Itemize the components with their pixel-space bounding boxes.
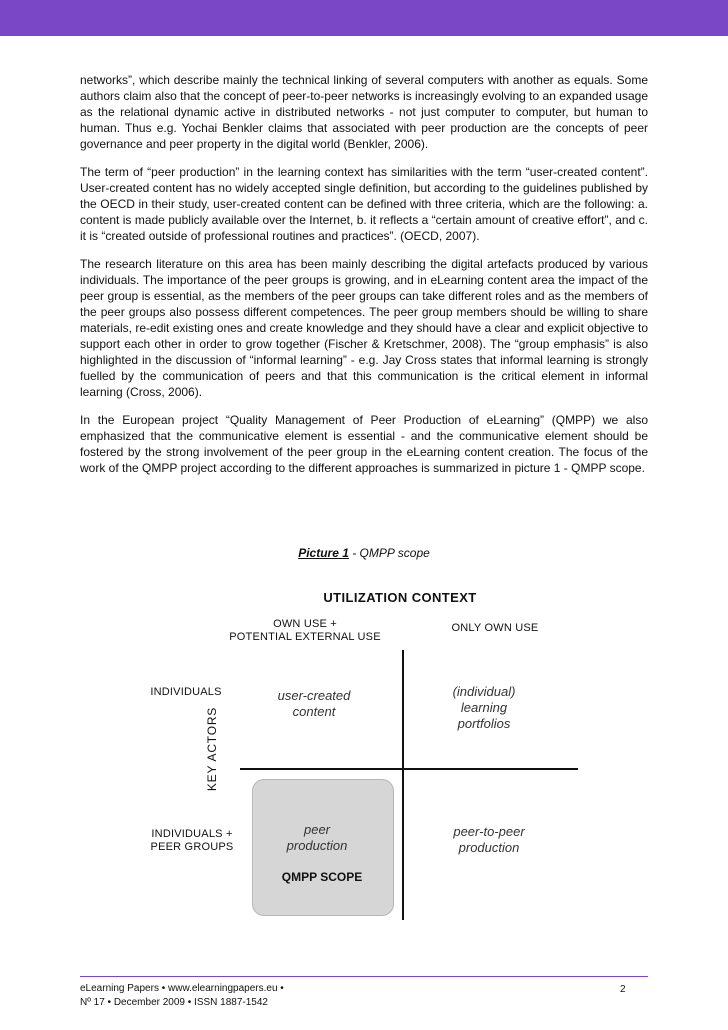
paragraph-1: networks”, which describe mainly the technical linking of several computers with another as equals. Some authors claim also that the concept of peer-to-peer networks is increasingly evolving to an expanded usage as the relational dynamic active in distributed networks - not just computer to computer, but human to human. Thus e.g. Yochai Benkler claims that associated with peer production are the concepts of peer governance and peer property in the digital world (Benkler, 2006).	[80, 73, 648, 151]
column-header-own-use-line2: POTENTIAL EXTERNAL USE	[229, 631, 381, 643]
quadrant-learning-portfolios-line2: learning	[460, 700, 508, 715]
quadrant-peer-production	[262, 822, 372, 854]
horizontal-axis-line	[240, 768, 578, 770]
footer-line-2: Nº 17 • December 2009 • ISSN 1887-1542	[80, 997, 268, 1008]
qmpp-scope-diagram	[140, 582, 600, 928]
figure-caption	[0, 546, 728, 560]
quadrant-peer-to-peer-production-line2: production	[458, 840, 520, 855]
quadrant-peer-production-line2: production	[286, 838, 348, 853]
article-body	[80, 72, 648, 488]
quadrant-user-created-content-line1: user-created	[277, 688, 351, 703]
page-number: 2	[620, 984, 626, 995]
quadrant-learning-portfolios-line1: (individual)	[452, 684, 516, 699]
quadrant-user-created-content	[254, 688, 374, 720]
column-header-only-own-use: ONLY OWN USE	[451, 622, 539, 634]
row-header-individuals: INDIVIDUALS	[150, 686, 222, 698]
paragraph-3: The research literature on this area has been mainly describing the digital artefacts produced by various individuals. The importance of the peer groups is growing, and in eLearning content area the impact of the peer group is essential, as the members of the peer groups can take different roles and as the members of the peer groups also possess different competences. The peer group members should be willing to share materials, re-edit existing ones and create knowledge and they should have a clear and explicit objective to support each other in order to grow together (Fischer & Kretschmer, 2008). The “group emphasis” is also highlighted in the discussion of “informal learning” - e.g. Jay Cross states that informal learning is strongly fuelled by the communication of peers and that this communication is the critical element in informal learning (Cross, 2006).	[80, 257, 648, 399]
vertical-axis-line	[402, 650, 404, 920]
row-header-peer-groups-line1: INDIVIDUALS +	[151, 828, 233, 840]
utilization-context-title: UTILIZATION CONTEXT	[323, 590, 477, 605]
footer	[80, 982, 284, 1010]
key-actors-axis-label: KEY ACTORS	[205, 706, 219, 792]
quadrant-learning-portfolios	[424, 684, 544, 732]
qmpp-scope-label: QMPP SCOPE	[281, 870, 363, 884]
quadrant-peer-to-peer-production	[424, 824, 554, 856]
quadrant-learning-portfolios-line3: portfolios	[457, 716, 511, 731]
row-header-peer-groups-line2: PEER GROUPS	[150, 841, 234, 853]
row-header-peer-groups	[140, 828, 244, 854]
caption-label: Picture 1	[298, 546, 349, 560]
column-header-own-use-line1: OWN USE +	[273, 618, 337, 630]
quadrant-peer-production-line1: peer	[303, 822, 331, 837]
paragraph-2: The term of “peer production” in the learning context has similarities with the term “user-created content”. User-created content has no widely accepted single definition, but according to the guidelines published by the OECD in their study, user-created content can be defined with three criteria, which are the following: a. content is made publicly available over the Internet, b. it reflects a “certain amount of creative effort”, and c. it is “created outside of professional routines and practices”. (OECD, 2007).	[80, 165, 648, 243]
caption-text: - QMPP scope	[348, 546, 430, 560]
header-band	[0, 0, 728, 36]
quadrant-peer-to-peer-production-line1: peer-to-peer	[453, 824, 525, 839]
quadrant-user-created-content-line2: content	[292, 704, 336, 719]
footer-divider	[80, 976, 648, 977]
paragraph-4: In the European project “Quality Management of Peer Production of eLearning” (QMPP) we also emphasized that the communicative element is essential - and the communicative element should be fostered by the strong involvement of the peer group in the eLearning content creation. The focus of the work of the QMPP project according to the different approaches is summarized in picture 1 - QMPP scope.	[80, 413, 648, 475]
footer-line-1: eLearning Papers • www.elearningpapers.eu •	[80, 983, 284, 994]
column-header-own-use	[220, 618, 390, 644]
